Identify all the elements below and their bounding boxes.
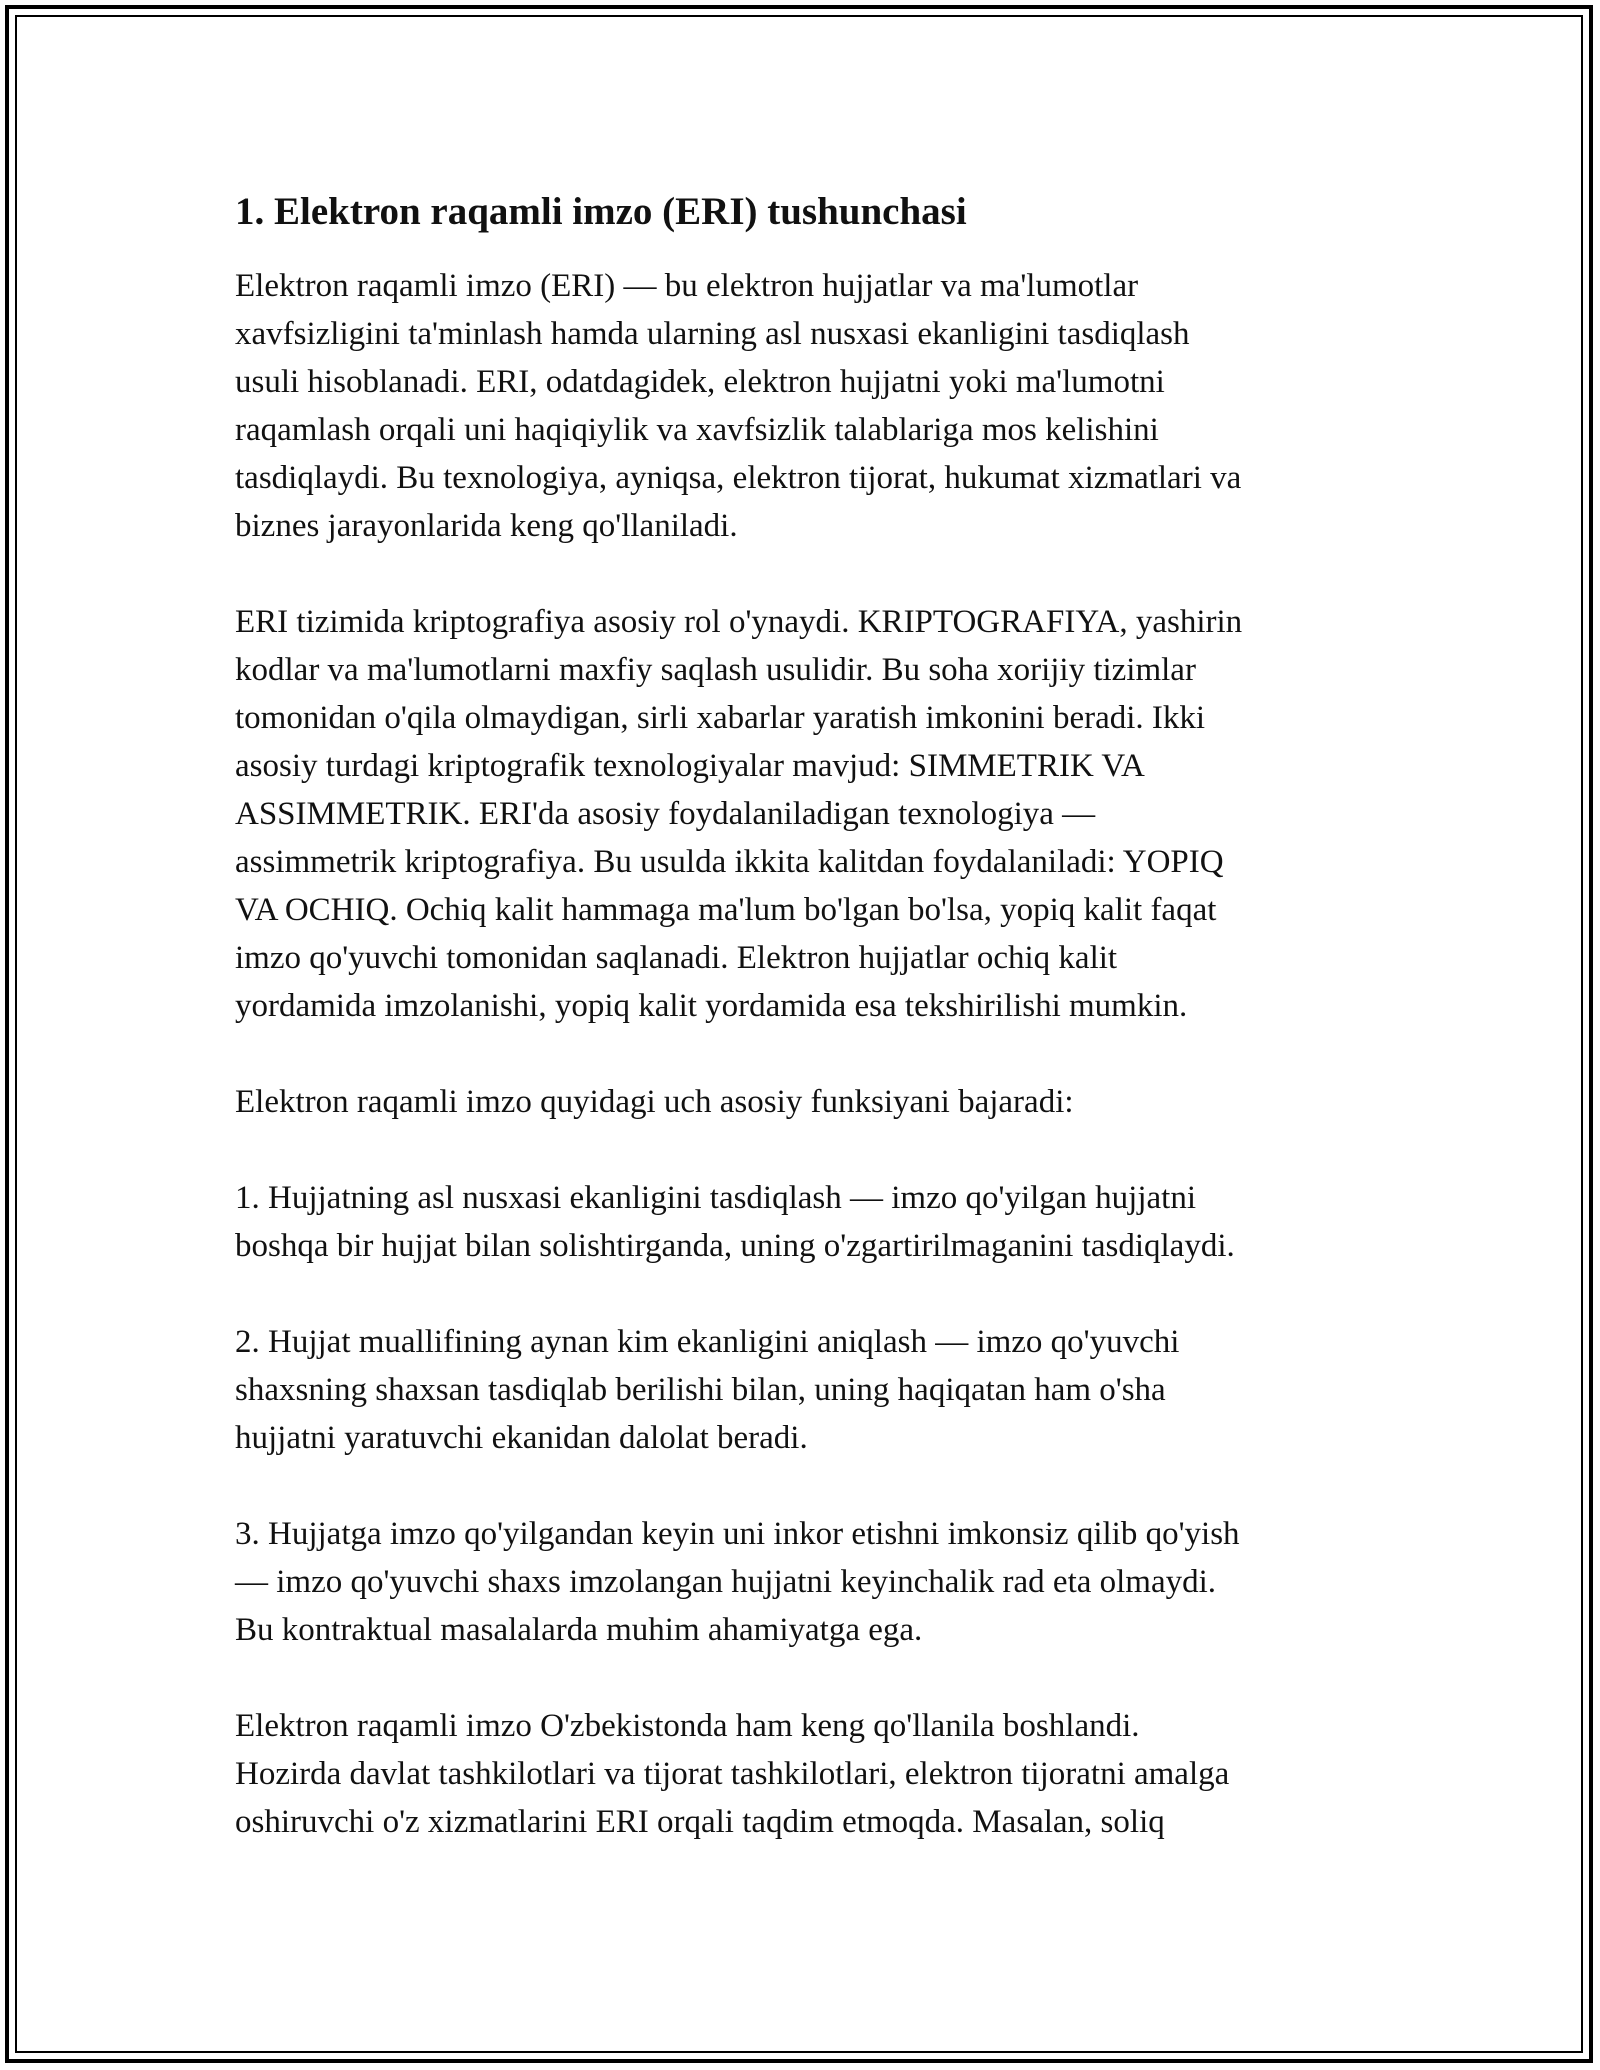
text-line: 2. Hujjat muallifining aynan kim ekanligini aniqlash — imzo qo'yuvchi	[235, 1324, 1180, 1360]
text-line: assimmetrik kriptografiya. Bu usulda ikkita kalitdan foydalaniladi: YOPIQ	[235, 844, 1224, 880]
text-line: — imzo qo'yuvchi shaxs imzolangan hujjatni keyinchalik rad eta olmaydi.	[235, 1564, 1217, 1600]
text-line: xavfsizligini ta'minlash hamda ularning asl nusxasi ekanligini tasdiqlash	[235, 316, 1190, 352]
text-line: raqamlash orqali uni haqiqiylik va xavfsizlik talablariga mos kelishini	[235, 412, 1159, 448]
list-item-function-1	[235, 1174, 1375, 1270]
text-line: Elektron raqamli imzo (ERI) — bu elektron hujjatlar va ma'lumotlar	[235, 268, 1139, 304]
paragraph-uzbekistan-usage	[235, 1702, 1375, 1846]
list-item-function-2	[235, 1318, 1375, 1462]
document-body	[235, 188, 1375, 1894]
paragraph-functions-intro	[235, 1078, 1375, 1126]
section-heading: 1. Elektron raqamli imzo (ERI) tushunchasi	[235, 190, 967, 233]
text-line: Elektron raqamli imzo O'zbekistonda ham keng qo'llanila boshlandi.	[235, 1708, 1140, 1744]
text-line: VA OCHIQ. Ochiq kalit hammaga ma'lum bo'lgan bo'lsa, yopiq kalit faqat	[235, 892, 1217, 928]
text-line: usuli hisoblanadi. ERI, odatdagidek, elektron hujjatni yoki ma'lumotni	[235, 364, 1165, 400]
text-line: imzo qo'yuvchi tomonidan saqlanadi. Elektron hujjatlar ochiq kalit	[235, 940, 1118, 976]
text-line: shaxsning shaxsan tasdiqlab berilishi bilan, uning haqiqatan ham o'sha	[235, 1372, 1166, 1408]
text-line: hujjatni yaratuvchi ekanidan dalolat beradi.	[235, 1420, 808, 1456]
text-line: 1. Hujjatning asl nusxasi ekanligini tasdiqlash — imzo qo'yilgan hujjatni	[235, 1180, 1196, 1216]
text-line: biznes jarayonlarida keng qo'llaniladi.	[235, 508, 738, 544]
text-line: oshiruvchi o'z xizmatlarini ERI orqali taqdim etmoqda. Masalan, soliq	[235, 1804, 1165, 1840]
text-line: yordamida imzolanishi, yopiq kalit yordamida esa tekshirilishi mumkin.	[235, 988, 1188, 1024]
text-line: asosiy turdagi kriptografik texnologiyalar mavjud: SIMMETRIK VA	[235, 748, 1145, 784]
text-line: ASSIMMETRIK. ERI'da asosiy foydalaniladigan texnologiya —	[235, 796, 1096, 832]
text-line: kodlar va ma'lumotlarni maxfiy saqlash usulidir. Bu soha xorijiy tizimlar	[235, 652, 1196, 688]
text-line: Bu kontraktual masalalarda muhim ahamiyatga ega.	[235, 1612, 923, 1648]
list-item-function-3	[235, 1510, 1375, 1654]
paragraph-eri-definition	[235, 262, 1375, 550]
text-line: ERI tizimida kriptografiya asosiy rol o'ynaydi. KRIPTOGRAFIYA, yashirin	[235, 604, 1243, 640]
text-line: tasdiqlaydi. Bu texnologiya, ayniqsa, elektron tijorat, hukumat xizmatlari va	[235, 460, 1242, 496]
text-line: Elektron raqamli imzo quyidagi uch asosiy funksiyani bajaradi:	[235, 1084, 1074, 1120]
text-line: boshqa bir hujjat bilan solishtirganda, uning o'zgartirilmaganini tasdiqlaydi.	[235, 1228, 1235, 1264]
text-line: Hozirda davlat tashkilotlari va tijorat tashkilotlari, elektron tijoratni amalga	[235, 1756, 1230, 1792]
text-line: 3. Hujjatga imzo qo'yilgandan keyin uni inkor etishni imkonsiz qilib qo'yish	[235, 1516, 1240, 1552]
paragraph-cryptography	[235, 598, 1375, 1030]
text-line: tomonidan o'qila olmaydigan, sirli xabarlar yaratish imkonini beradi. Ikki	[235, 700, 1206, 736]
